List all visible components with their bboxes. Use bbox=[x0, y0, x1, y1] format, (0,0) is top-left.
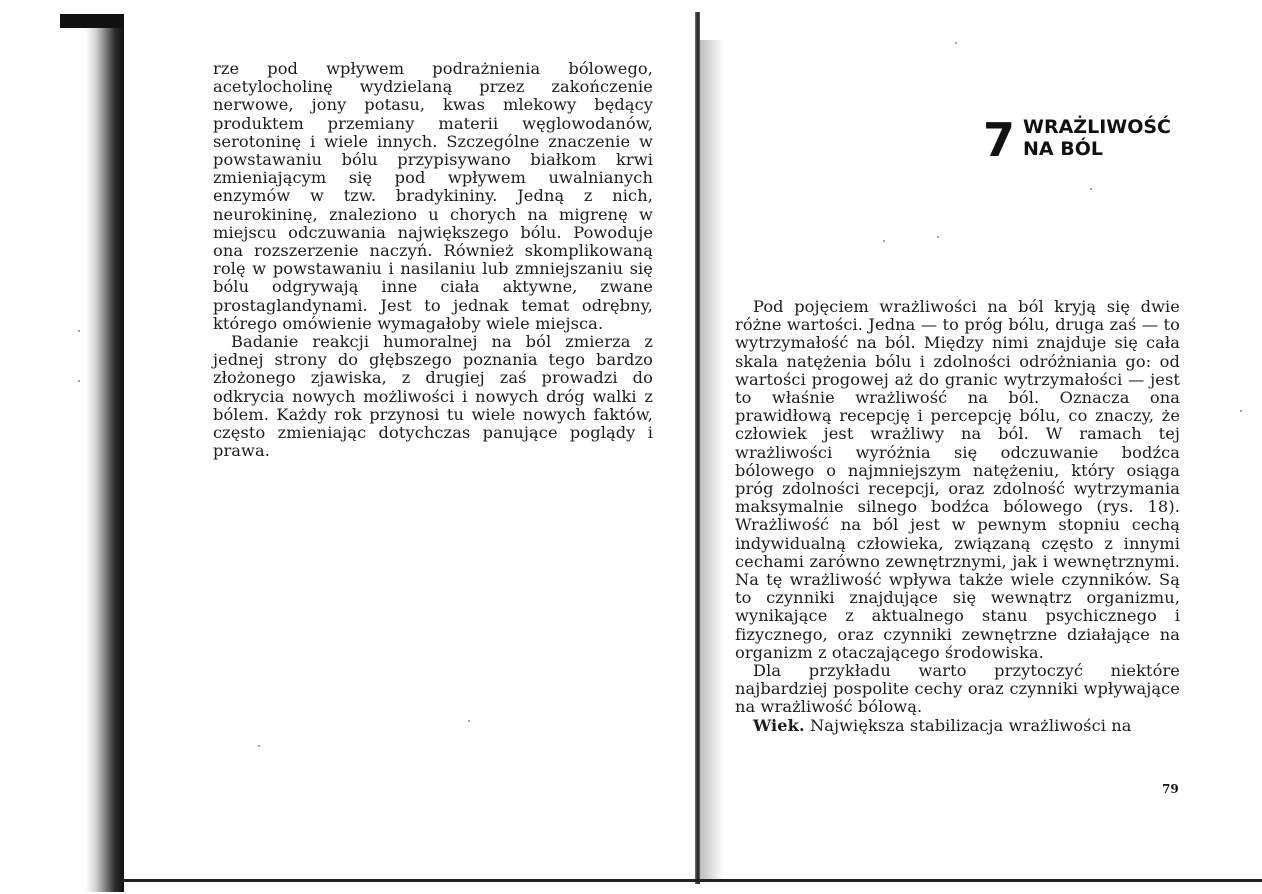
chapter-heading bbox=[983, 113, 1171, 167]
left-binding-edge bbox=[60, 14, 124, 28]
left-binding-shadow bbox=[60, 14, 124, 892]
right-paragraph-2: Dla przykładu warto przytoczyć niektóre najbardziej pospolite cechy oraz czynniki wpływające na wrażliwość bólową. bbox=[735, 661, 1180, 717]
scan-speck bbox=[258, 745, 260, 747]
scan-speck bbox=[78, 330, 80, 332]
scan-speck bbox=[1240, 410, 1242, 412]
page-number: 79 bbox=[1162, 782, 1179, 796]
chapter-title-line-2: NA BÓL bbox=[1023, 138, 1103, 160]
right-paragraph-3-text: Największa stabilizacja wrażliwości na bbox=[804, 715, 1132, 735]
right-paragraph-1: Pod pojęciem wrażliwości na ból kryją się dwie różne wartości. Jedna — to próg bólu, druga zaś — to wytrzymałość na ból. Między nimi znajduje się cała skala natężenia bólu i zdolności odróżniania go: od wartości progowej aż do granic wytrzymałości — jest to właśnie wrażliwość na ból. Oznacza ona prawidłową recepcję i percepcję bólu, co znaczy, że człowiek jest wrażliwy na ból. W ramach tej wrażliwości wyróżnia się odczuwanie bodźca bólowego o najmniejszym natężeniu, który osiąga próg zdolności recepcji, oraz zdolność wytrzymania maksymalnie silnego bodźca bólowego (rys. 18). Wrażliwość na ból jest w pewnym stopniu cechą indywidualną człowieka, związaną często z innymi cechami zarówno zewnętrznymi, jak i wewnętrznymi. Na tę wrażliwość wpływa także wiele czynników. Są to czynniki znajdujące się wewnątrz organizmu, wynikające z aktualnego stanu psychicznego i fizycznego, oraz czynniki zewnętrzne działające na organizm z otaczającego środowiska. bbox=[735, 297, 1180, 662]
scan-speck bbox=[78, 380, 80, 382]
center-fold-shadow bbox=[700, 40, 724, 880]
left-paragraph-1: rze pod wpływem podrażnienia bólowego, acetylocholinę wydzielaną przez zakończenie nerwowe, jony potasu, kwas mlekowy będący produktem przemiany materii węglowodanów, serotoninę i wiele innych. Szczególne znaczenie w powstawaniu bólu przypisywano białkom krwi zmieniającym się pod wpływem uwalnianych enzymów w tzw. bradykininy. Jedną z nich, neurokininę, znaleziono u chorych na migrenę w miejscu odczuwania największego bólu. Powoduje ona rozszerzenie naczyń. Również skomplikowaną rolę w powstawaniu i nasilaniu lub zmniejszaniu się bólu odgrywają inne ciała aktywne, zwane prostaglandynami. Jest to jednak temat odrębny, którego omówienie wymagałoby wiele miejsca. bbox=[213, 59, 653, 333]
right-paragraph-3 bbox=[735, 717, 1180, 735]
left-page-text bbox=[213, 60, 653, 460]
chapter-number: 7 bbox=[983, 113, 1016, 167]
scan-speck bbox=[1090, 188, 1092, 190]
left-paragraph-2: Badanie reakcji humoralnej na ból zmierza z jednej strony do głębszego poznania tego bardzo złożonego zjawiska, z drugiej zaś prowadzi do odkrycia nowych możliwości i nowych dróg walki z bólem. Każdy rok przynosi tu wiele nowych faktów, często zmieniając dotychczas panujące poglądy i prawa. bbox=[213, 332, 653, 461]
scan-speck bbox=[955, 42, 957, 44]
chapter-title-line-1: WRAŻLIWOŚĆ bbox=[1023, 116, 1171, 138]
scan-speck bbox=[937, 236, 939, 238]
page-bottom-edge bbox=[122, 879, 1262, 882]
run-in-heading-wiek: Wiek. bbox=[753, 715, 805, 735]
right-page-text bbox=[735, 298, 1180, 735]
scan-speck bbox=[468, 720, 470, 722]
chapter-title bbox=[1023, 116, 1171, 160]
scan-speck bbox=[883, 240, 885, 242]
